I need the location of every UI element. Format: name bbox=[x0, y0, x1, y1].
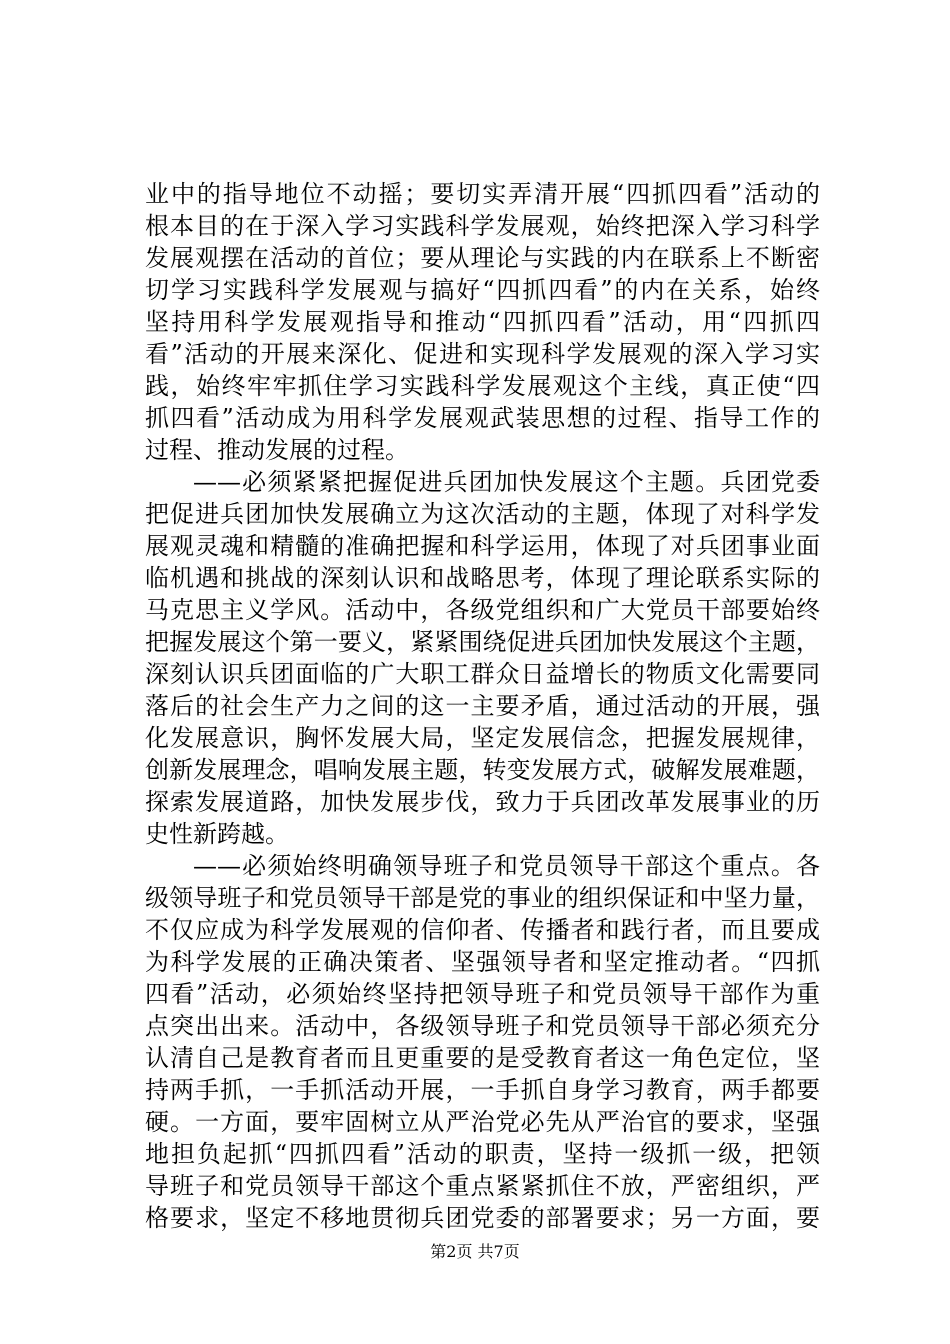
text-line: 业中的指导地位不动摇；要切实弄清开展“四抓四看”活动的 bbox=[145, 180, 820, 208]
text-line: 认清自己是教育者而且更重要的是受教育者这一角色定位，坚 bbox=[145, 1044, 820, 1072]
text-line: 探索发展道路，加快发展步伐，致力于兵团改革发展事业的历 bbox=[145, 788, 820, 816]
text-line: 深刻认识兵团面临的广大职工群众日益增长的物质文化需要同 bbox=[145, 660, 820, 688]
text-line: 四看”活动，必须始终坚持把领导班子和党员领导干部作为重 bbox=[145, 980, 820, 1008]
text-line: 践，始终牢牢抓住学习实践科学发展观这个主线，真正使“四 bbox=[145, 372, 820, 400]
text-line: 级领导班子和党员领导干部是党的事业的组织保证和中坚力量， bbox=[145, 884, 820, 912]
text-line: 把促进兵团加快发展确立为这次活动的主题，体现了对科学发 bbox=[145, 500, 820, 528]
page-footer: 第2页 共7页 bbox=[430, 1242, 520, 1261]
text-line: 不仅应成为科学发展观的信仰者、传播者和践行者，而且要成 bbox=[145, 916, 820, 944]
text-line: 把握发展这个第一要义，紧紧围绕促进兵团加快发展这个主题， bbox=[145, 628, 820, 656]
text-line: 落后的社会生产力之间的这一主要矛盾，通过活动的开展，强 bbox=[145, 692, 820, 720]
text-line: 展观灵魂和精髓的准确把握和科学运用，体现了对兵团事业面 bbox=[145, 532, 820, 560]
text-line: 化发展意识，胸怀发展大局，坚定发展信念，把握发展规律， bbox=[145, 724, 820, 752]
text-line: ——必须紧紧把握促进兵团加快发展这个主题。兵团党委 bbox=[193, 468, 820, 496]
text-line: 马克思主义学风。活动中，各级党组织和广大党员干部要始终 bbox=[145, 596, 820, 624]
text-line: ——必须始终明确领导班子和党员领导干部这个重点。各 bbox=[193, 852, 820, 880]
text-line: 抓四看”活动成为用科学发展观武装思想的过程、指导工作的 bbox=[145, 404, 820, 432]
text-line: 看”活动的开展来深化、促进和实现科学发展观的深入学习实 bbox=[145, 340, 820, 368]
text-line: 硬。一方面，要牢固树立从严治党必先从严治官的要求，坚强 bbox=[145, 1108, 820, 1136]
text-line: 临机遇和挑战的深刻认识和战略思考，体现了理论联系实际的 bbox=[145, 564, 820, 592]
text-line: 切学习实践科学发展观与搞好“四抓四看”的内在关系，始终 bbox=[145, 276, 820, 304]
text-line: 导班子和党员领导干部这个重点紧紧抓住不放，严密组织，严 bbox=[145, 1172, 820, 1200]
text-line: 创新发展理念，唱响发展主题，转变发展方式，破解发展难题， bbox=[145, 756, 820, 784]
text-line: 坚持用科学发展观指导和推动“四抓四看”活动，用“四抓四 bbox=[145, 308, 820, 336]
text-line: 持两手抓，一手抓活动开展，一手抓自身学习教育，两手都要 bbox=[145, 1076, 820, 1104]
text-line: 点突出出来。活动中，各级领导班子和党员领导干部必须充分 bbox=[145, 1012, 820, 1040]
text-line: 史性新跨越。 bbox=[145, 820, 289, 848]
text-line: 根本目的在于深入学习实践科学发展观，始终把深入学习科学 bbox=[145, 212, 820, 240]
text-line: 发展观摆在活动的首位；要从理论与实践的内在联系上不断密 bbox=[145, 244, 820, 272]
text-line: 过程、推动发展的过程。 bbox=[145, 436, 409, 464]
text-line: 为科学发展的正确决策者、坚强领导者和坚定推动者。“四抓 bbox=[145, 948, 820, 976]
text-line: 地担负起抓“四抓四看”活动的职责，坚持一级抓一级，把领 bbox=[145, 1140, 820, 1168]
text-line: 格要求，坚定不移地贯彻兵团党委的部署要求；另一方面，要 bbox=[145, 1204, 820, 1232]
